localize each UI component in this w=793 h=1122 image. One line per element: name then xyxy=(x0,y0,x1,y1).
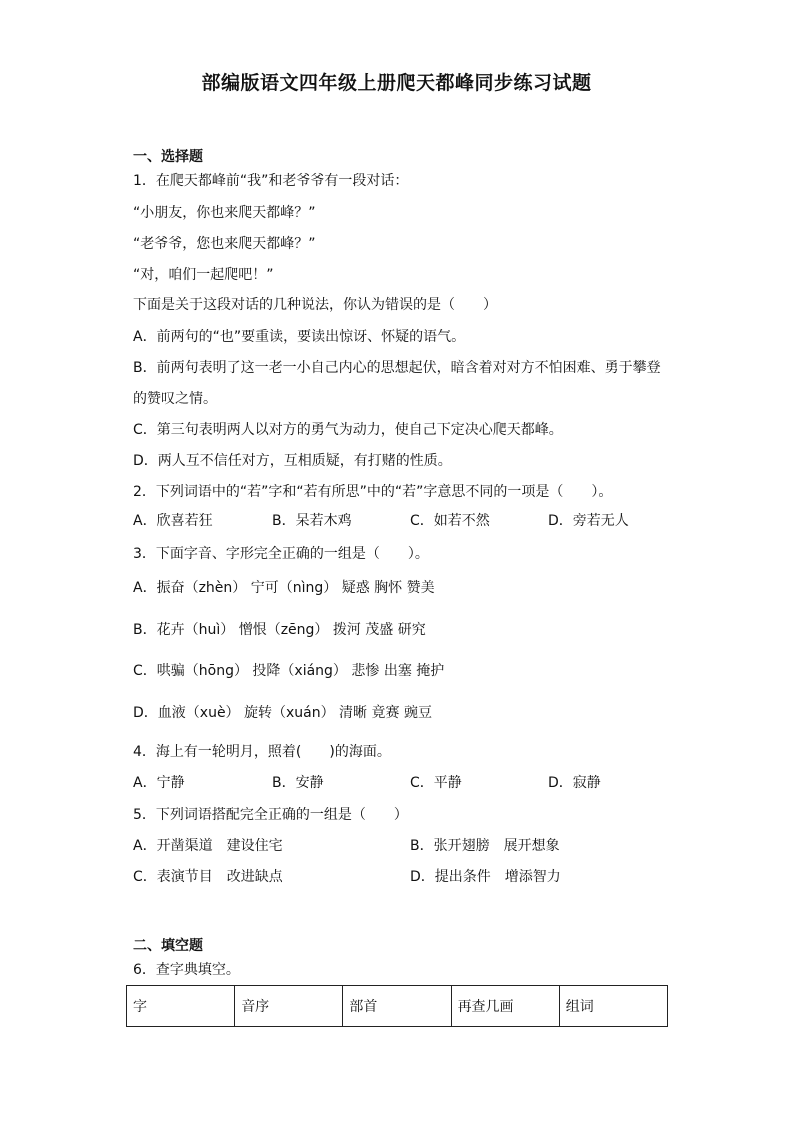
table-header-cell: 组词 xyxy=(559,986,667,1027)
question-3-option-d: D．血液（xuè） 旋转（xuán） 清晰 竟赛 豌豆 xyxy=(133,705,432,721)
question-3-stem: 3．下面字音、字形完全正确的一组是（ ）。 xyxy=(133,546,429,562)
dictionary-table xyxy=(126,985,668,1027)
table-header-cell: 部首 xyxy=(343,986,451,1027)
question-2-option-d: D．旁若无人 xyxy=(548,513,629,529)
question-4-option-c: C．平静 xyxy=(410,775,462,791)
question-5-stem: 5．下列词语搭配完全正确的一组是（ ） xyxy=(133,807,408,823)
question-1-ask: 下面是关于这段对话的几种说法，你认为错误的是（ ） xyxy=(133,297,497,313)
question-5-option-d: D．提出条件 增添智力 xyxy=(410,869,561,885)
question-1-option-b: B．前两句表明了这一老一小自己内心的思想起伏，暗含着对对方不怕困难、勇于攀登 xyxy=(133,360,661,376)
question-6-stem: 6．查字典填空。 xyxy=(133,962,240,978)
table-header-row xyxy=(127,986,668,1027)
question-4-option-d: D．寂静 xyxy=(548,775,601,791)
page-title: 部编版语文四年级上册爬天都峰同步练习试题 xyxy=(201,72,592,94)
question-1-dialogue-3: “对，咱们一起爬吧！” xyxy=(133,267,274,283)
section-heading-choice: 一、选择题 xyxy=(133,149,203,165)
section-heading-fill: 二、填空题 xyxy=(133,938,203,954)
table-header-cell: 音序 xyxy=(235,986,343,1027)
table-header-cell: 字 xyxy=(127,986,235,1027)
question-3-option-c: C．哄骗（hōng） 投降（xiáng） 悲惨 出塞 掩护 xyxy=(133,663,445,679)
question-1-dialogue-2: “老爷爷，您也来爬天都峰？” xyxy=(133,236,316,252)
question-1-option-b-cont: 的赞叹之情。 xyxy=(133,391,217,407)
question-2-option-b: B．呆若木鸡 xyxy=(272,513,352,529)
question-1-option-d: D．两人互不信任对方，互相质疑，有打赌的性质。 xyxy=(133,453,452,469)
question-4-option-a: A．宁静 xyxy=(133,775,185,791)
question-1-stem: 1．在爬天都峰前“我”和老爷爷有一段对话： xyxy=(133,173,409,189)
question-1-dialogue-1: “小朋友，你也来爬天都峰？” xyxy=(133,205,316,221)
question-2-option-a: A．欣喜若狂 xyxy=(133,513,213,529)
question-2-stem: 2．下列词语中的“若”字和“若有所思”中的“若”字意思不同的一项是（ ）。 xyxy=(133,484,613,500)
question-5-option-b: B．张开翅膀 展开想象 xyxy=(410,838,560,854)
question-5-option-c: C．表演节目 改进缺点 xyxy=(133,869,283,885)
question-4-option-b: B．安静 xyxy=(272,775,324,791)
question-3-option-b: B．花卉（huì） 憎恨（zēng） 拨河 茂盛 研究 xyxy=(133,622,426,638)
question-3-option-a: A．振奋（zhèn） 宁可（nìng） 疑惑 胸怀 赞美 xyxy=(133,580,435,596)
question-5-option-a: A．开凿渠道 建设住宅 xyxy=(133,838,283,854)
question-4-stem: 4．海上有一轮明月，照着( )的海面。 xyxy=(133,744,391,760)
question-1-option-a: A．前两句的“也”要重读，要读出惊讶、怀疑的语气。 xyxy=(133,329,466,345)
question-2-option-c: C．如若不然 xyxy=(410,513,490,529)
question-1-option-c: C．第三句表明两人以对方的勇气为动力，使自己下定决心爬天都峰。 xyxy=(133,422,563,438)
table-header-cell: 再查几画 xyxy=(451,986,559,1027)
